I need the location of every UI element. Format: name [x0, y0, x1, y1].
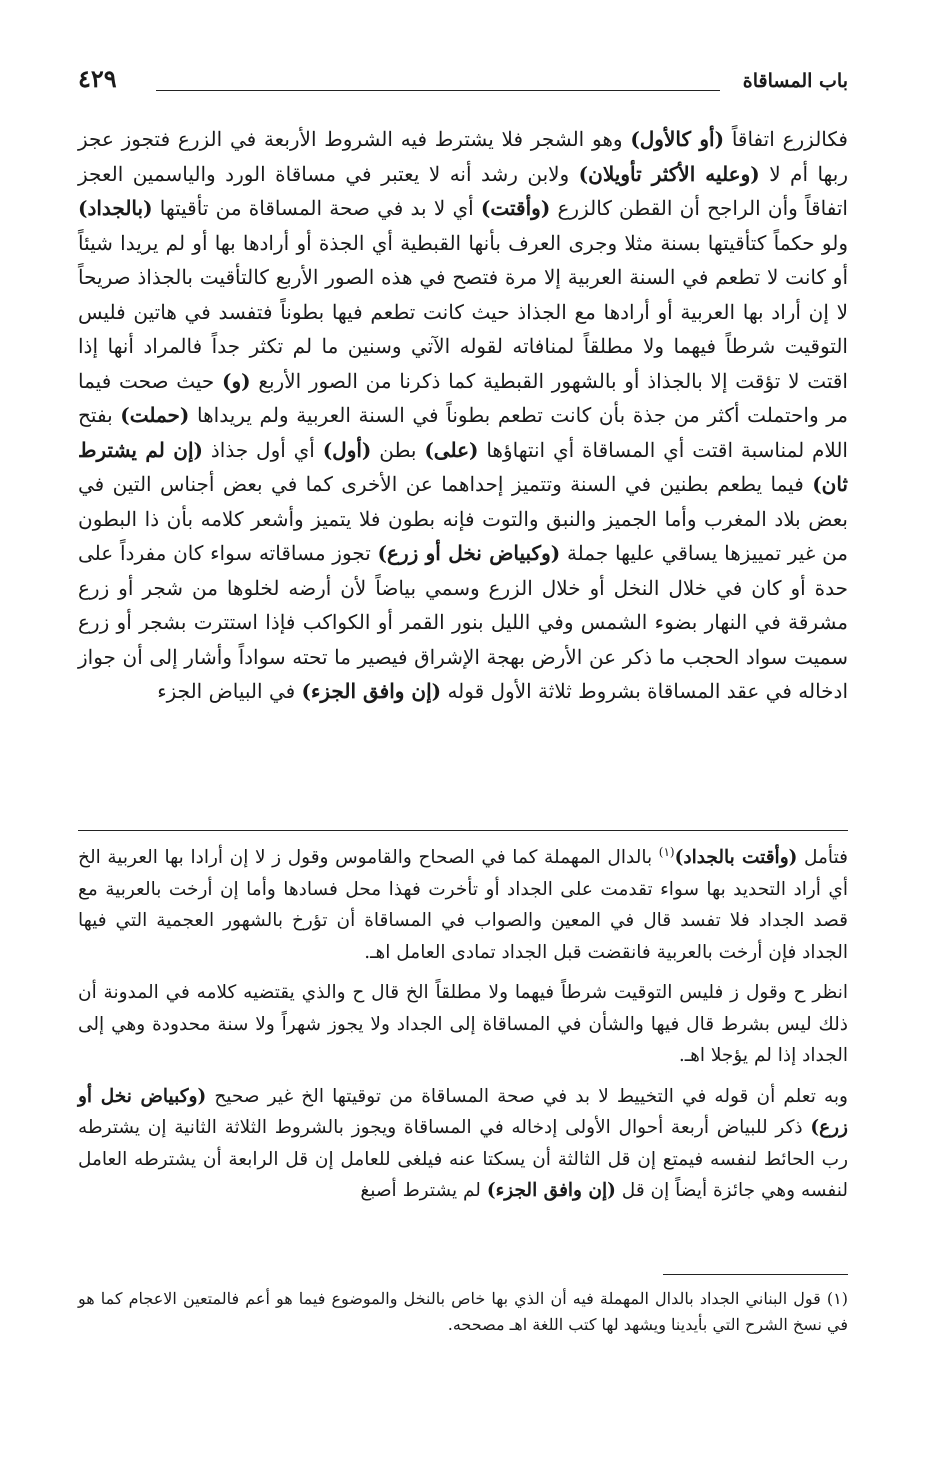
main-text [78, 122, 848, 709]
matn-term: (بالجداد) [78, 196, 153, 220]
commentary-separator [78, 830, 848, 831]
matn-term: (أو كالأول) [630, 127, 725, 151]
footnote-separator [663, 1274, 848, 1275]
matn-term: (أول) [322, 437, 372, 462]
footnote-marker: (١) [826, 1289, 848, 1308]
text-run: لم يشترط أصبغ [360, 1180, 487, 1201]
text-run: فيما يطعم بطنين في السنة وتتميز إحداهما عن الأخرى كما في بعض أجناس التين في بعض بلاد المغرب وأما الجميز والنبق والتوت فإنه بطون فلا يتميز وأشعر كلامه بأن ذا البطون من غير تمييزها يساقي عليها جملة [78, 472, 849, 565]
matn-term: (وأقتت بالجداد) [674, 847, 798, 868]
matn-term: (وعليه الأكثر تأويلان) [578, 161, 760, 186]
text-run: وبه تعلم أن قوله في التخييط لا بد في صحة المساقاة من توقيتها الخ غير صحيح [206, 1085, 848, 1107]
footnote [78, 1286, 848, 1338]
text-run: بفتح اللام لمناسبة اقتت أي المساقاة أي انتهاؤها [78, 403, 848, 462]
matn-term: (إن وافق الجزء) [301, 679, 442, 703]
text-run: انظر ح وقول ز فليس التوقيت شرطاً فيهما ولا مطلقاً الخ قال ح والذي يقتضيه كلامه في المدونة أن ذلك ليس بشرط قال فيها والشأن في المساقاة إلى الجداد ولا يجوز شهراً ولا سنة محدودة وهي إلى الجداد إذا لم يؤجلا اهـ. [78, 982, 848, 1066]
footnote-paragraph [78, 1286, 848, 1338]
text-run: أي أول جذاذ [203, 437, 323, 462]
matn-term: (وكبياض نخل أو زرع) [377, 541, 561, 565]
commentary-text [78, 842, 848, 1216]
text-run: تجوز مساقاته سواء كان مفرداً على حدة أو كان في خلال النخل أو خلال الزرع وسمي بياضاً لأن أرضه لخلوها من شجر أو زرع مشرقة في النهار بضوء الشمس وفي الليل بنور القمر أو الكواكب فإذا استترت بشجر أو زرع سميت سواد الحجب ما ذكر عن الأرض بهجة الإشراق فيصير ما تحته سواداً وأشار إلى أن جواز ادخاله في عقد المساقاة بشروط ثلاثة الأول قوله [78, 541, 848, 703]
text-run: ولابن رشد أنه لا يعتبر في مساقاة الورد والياسمين العجز اتفاقاً وأن الراجح أن القطن كالزرع [78, 161, 848, 220]
text-run: وهو الشجر فلا يشترط فيه الشروط الأربعة في الزرع فتجوز عجز ربها أم لا [78, 127, 848, 186]
matn-term: (وأقتت) [480, 196, 551, 220]
text-run: في البياض الجزء [157, 679, 302, 703]
page-header [78, 60, 848, 100]
matn-term: (و) [222, 368, 251, 393]
footnote-ref: (١) [658, 844, 675, 859]
footnote-text: قول البناني الجداد بالدال المهملة فيه أن الذي بها خاص بالنخل والموضوع فيما هو أعم فالمتعين الاعجام كما هو في نسخ الشرح التي بأيدينا ويشهد لها كتب اللغة اهـ مصححه. [78, 1289, 848, 1334]
book-page [78, 60, 848, 1440]
text-run: فتأمل [797, 847, 848, 868]
commentary-paragraph [78, 842, 848, 968]
text-run: بطن [371, 437, 425, 462]
matn-term: (وكبياض نخل أو زرع) [78, 1085, 848, 1138]
text-run: فكالزرع اتفاقاً [724, 127, 848, 151]
commentary-paragraph [78, 1081, 848, 1207]
header-rule [156, 90, 720, 91]
matn-term: (حملت) [120, 403, 190, 427]
chapter-title: باب المساقاة [742, 70, 848, 92]
commentary-paragraph [78, 977, 848, 1072]
text-run: ولو حكماً كتأقيتها بسنة مثلا وجرى العرف بأنها القبطية أي الجذة أو أرادها بها أو لم يريدا شيئاً أو كانت لا تطعم في السنة العربية إلا مرة فتصح في هذه الصور الأربع كالتأقيت بالجذاذ صريحاً لا إن أراد بها العربية أو أرادها مع الجذاذ حيث كانت تطعم فيها بطوناً فتفسد في هاتين فليس التوقيت شرطاً فيهما ولا مطلقاً لمنافاته لقوله الآتي وسنين ما لم تكثر جداً فالمراد أنها إذا اقتت لا تؤقت إلا بالجذاذ أو بالشهور القبطية كما ذكرنا من الصور الأربع [78, 230, 848, 393]
matn-term: (إن وافق الجزء) [486, 1180, 616, 1201]
page-number: ٤٢٩ [78, 64, 117, 93]
main-paragraph [78, 122, 848, 709]
matn-term: (إن لم يشترط ثان) [78, 437, 848, 496]
text-run: أي لا بد في صحة المساقاة من تأقيتها [152, 196, 481, 220]
text-run: حيث صحت فيما مر واحتملت أكثر من جذة بأن كانت تطعم بطوناً في السنة العربية ولم يريداها [78, 368, 848, 427]
matn-term: (على) [424, 437, 479, 462]
text-run: ذكر للبياض أربعة أحوال الأولى إدخاله في المساقاة ويجوز بالشروط الثلاثة الثانية إن يشترطه رب الحائط لنفسه فيمتع إن قل الثالثة أن يسكتا عنه فيلغى للعامل إن قل الرابعة أن يشترطه العامل لنفسه وهي جائزة أيضاً إن قل [78, 1117, 848, 1201]
text-run: بالدال المهملة كما في الصحاح والقاموس وقول ز لا إن أرادا بها العربية الخ أي أراد التحديد بها سواء تقدمت على الجداد أو تأخرت فهذا محل فسادها وأما إن أرخت بالعربية مع قصد الجداد فلا تفسد قال في المعين والصواب في المساقاة أن تؤرخ بالشهور العجمية التي فيها الجداد فإن أرخت بالعربية فانقضت قبل الجداد تمادى العامل اهـ. [78, 847, 848, 963]
